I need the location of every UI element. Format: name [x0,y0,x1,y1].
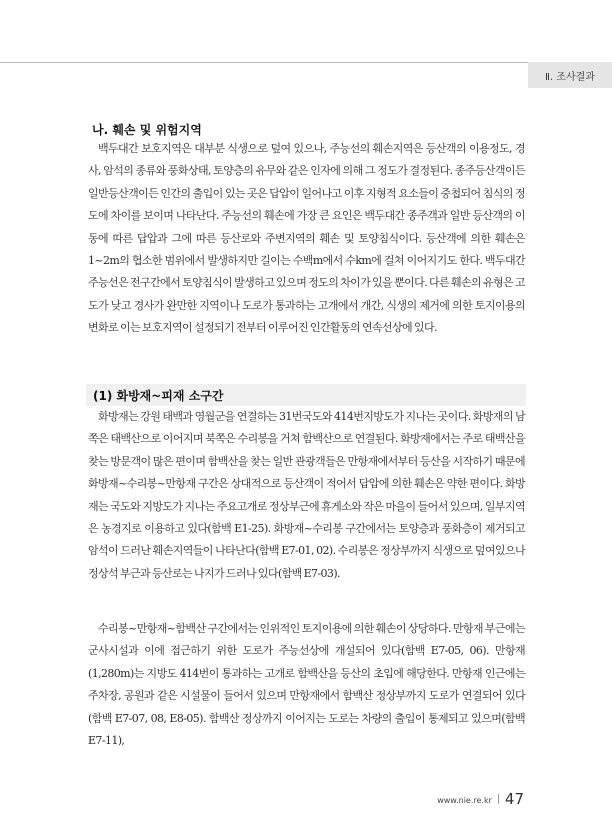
subsection-heading-box [86,384,526,406]
footer-divider [498,794,499,804]
page-footer [437,790,524,808]
page-number: 47 [504,790,524,808]
header-rule [0,62,612,63]
chapter-label: Ⅱ. 조사결과 [545,71,595,83]
footer-url: www.nie.re.kr [437,796,492,805]
body-paragraph: 백두대간 보호지역은 대부분 식생으로 덮여 있으나, 주능선의 훼손지역은 등산객의 이용정도, 경사, 암석의 종류와 풍화상태, 토양층의 유무와 같은 인자에 의해 그 정도가 결정된다. 종주등산객이든 일반등산객이든 인간의 출입이 있는 곳은 답압이 일어나고 이후 지형적 요소들이 중첩되어 침식의 정도에 차이를 보이며 나타난다. 주능선의 훼손에 가장 큰 요인은 백두대간 종주객과 일반 등산객의 이동에 따른 답압과 그에 따른 등산로와 주변지역의 훼손 및 토양침식이다. 등산객에 의한 훼손은 1~2m의 협소한 범위에서 발생하지만 길이는 수백m에서 수km에 걸쳐 이어지기도 한다. 백두대간 주능선은 전구간에서 토양침식이 발생하고 있으며 정도의 차이가 있을 뿐이다. 다른 훼손의 유형은 고도가 낮고 경사가 완만한 지역이나 도로가 통과하는 고개에서 개간, 식생의 제거에 의한 토지이용의 변화로 이는 보호지역이 설정되기 전부터 이루어진 인간활동의 연속선상에 있다. [88,142,525,335]
section-heading: 나. 훼손 및 위험지역 [92,123,202,137]
subsection-heading: (1) 화방재~피재 소구간 [93,389,224,403]
chapter-tab [528,62,612,88]
body-paragraph: 화방재는 강원 태백과 영월군을 연결하는 31번국도와 414번지방도가 지나는 곳이다. 화방재의 남쪽은 태백산으로 이어지며 북쪽은 수리봉을 거쳐 함백산으로 연결된다. 화방재에서는 주로 태백산을 찾는 방문객이 많은 편이며 함백산을 찾는 일반 관광객들은 만항재에서부터 등산을 시작하기 때문에 화방재~수리봉~만항재 구간은 상대적으로 등산객이 적어서 답압에 의한 훼손은 약한 편이다. 화방재는 국도와 지방도가 지나는 주요고개로 정상부근에 휴게소와 작은 마을이 들어서 있으며, 일부지역은 농경지로 이용하고 있다(함백 E1-25). 화방재~수리봉 구간에서는 토양층과 풍화층이 제거되고 암석이 드러난 훼손지역들이 나타난다(함백 E7-01, 02). 수리봉은 정상부까지 식생으로 덮여있으나 정상석 부근과 등산로는 나지가 드러나 있다(함백 E7-03). [88,410,525,580]
body-paragraph: 수리봉~만항재~함백산 구간에서는 인위적인 토지이용에 의한 훼손이 상당하다. 만항재 부근에는 군사시설과 이에 접근하기 위한 도로가 주능선상에 개설되어 있다(함백 E7-05, 06). 만항재(1,280m)는 지방도 414번이 통과하는 고개로 함백산을 등산의 초입에 해당한다. 만항재 인근에는 주차장, 공원과 같은 시설물이 들어서 있으며 만항재에서 함백산 정상부까지 도로가 연결되어 있다(함백 E7-07, 08, E8-05). 함백산 정상까지 이어지는 도로는 차량의 출입이 통제되고 있으며(함백 E7-11), [88,622,525,748]
